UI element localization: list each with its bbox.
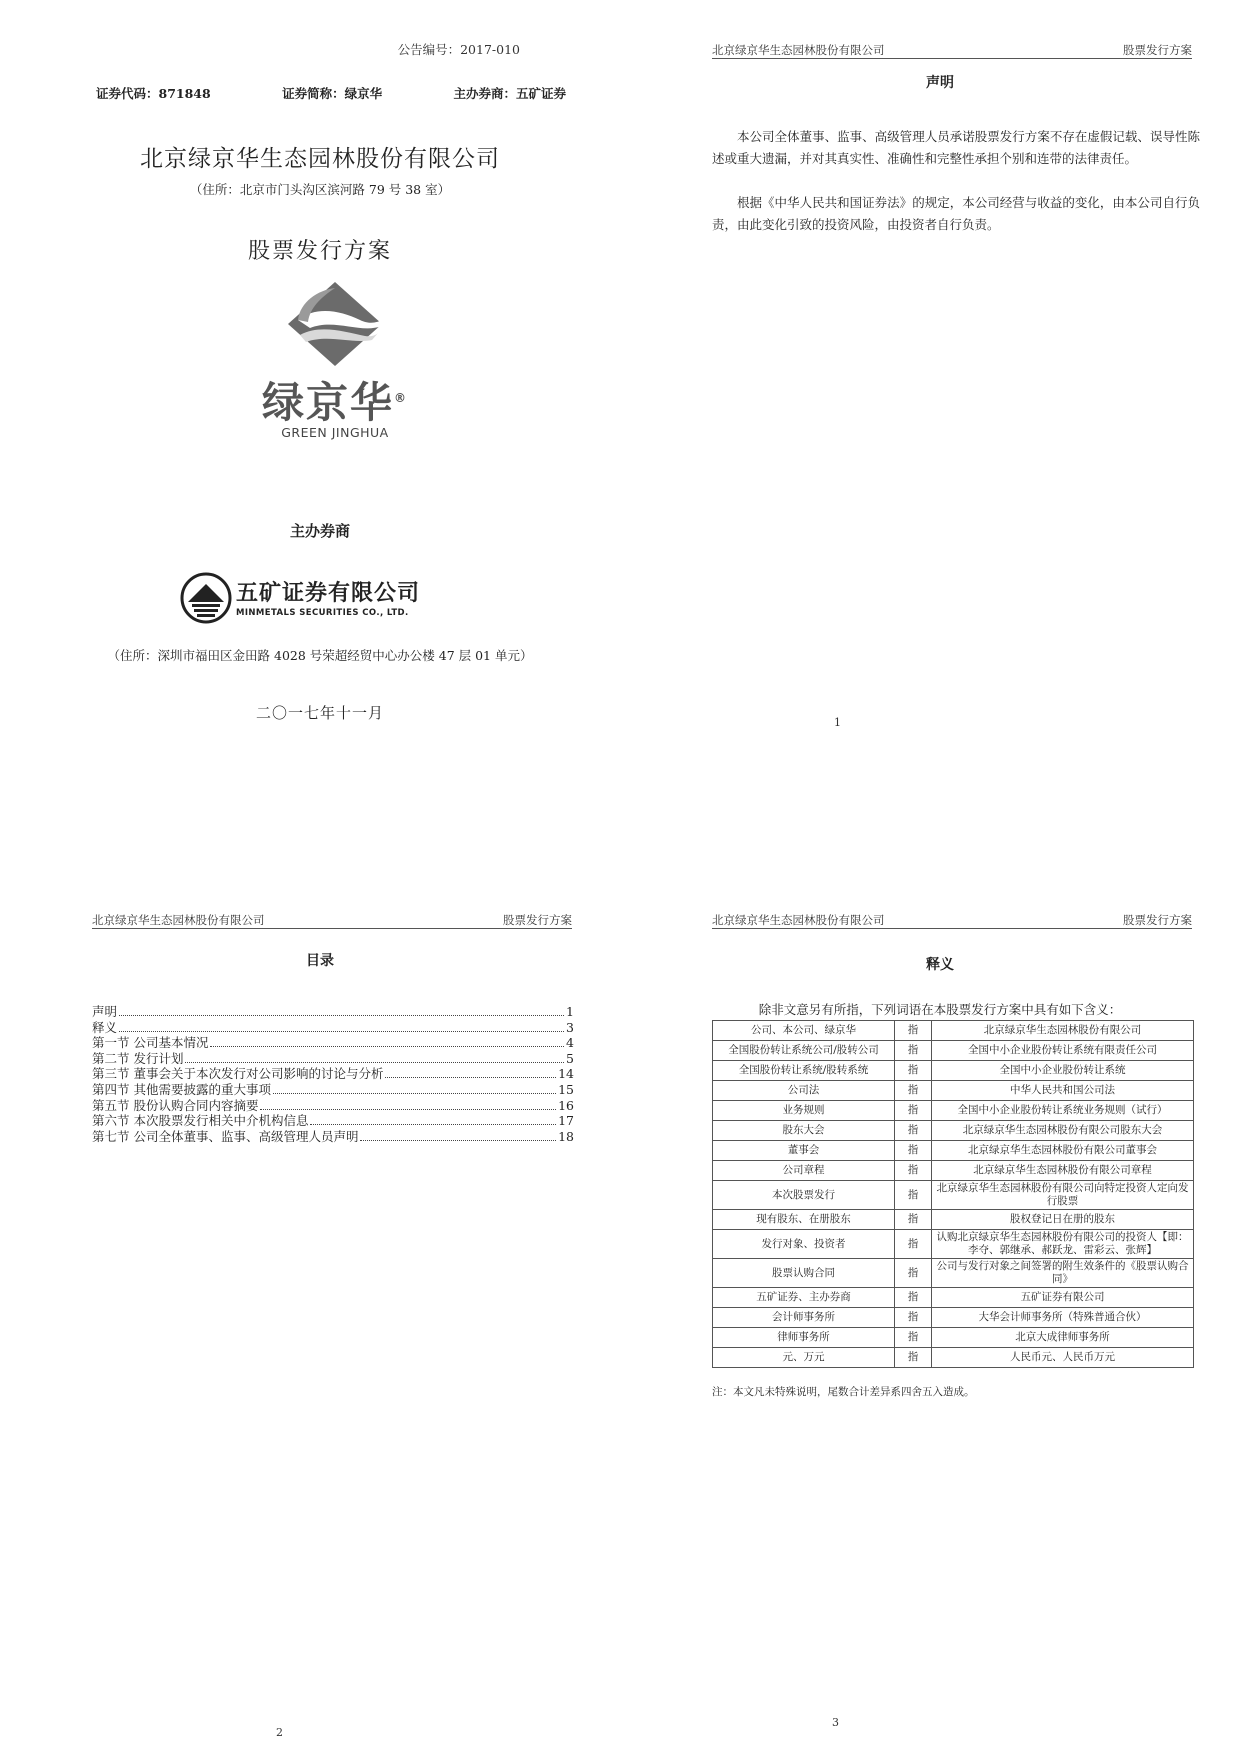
definition-meaning: 全国中小企业股份转让系统有限责任公司 (932, 1041, 1194, 1061)
definition-term: 五矿证券、主办券商 (713, 1288, 895, 1308)
definition-row (713, 1041, 1194, 1061)
definition-meaning: 大华会计师事务所（特殊普通合伙） (932, 1308, 1194, 1328)
definition-row (713, 1161, 1194, 1181)
definition-meaning: 五矿证券有限公司 (932, 1288, 1194, 1308)
document-title: 股票发行方案 (247, 239, 392, 264)
toc-page (40, 890, 600, 1760)
page-number: 1 (834, 716, 841, 729)
toc-entry[interactable]: 第一节 公司基本情况 4 (92, 1035, 574, 1051)
definition-term: 董事会 (713, 1141, 895, 1161)
header-rule (712, 928, 1192, 929)
definition-meaning: 北京绿京华生态园林股份有限公司 (932, 1021, 1194, 1041)
definition-meaning: 股权登记日在册的股东 (932, 1210, 1194, 1230)
definition-row (713, 1101, 1194, 1121)
definition-term: 股东大会 (713, 1121, 895, 1141)
underwriter-address: （住所：深圳市福田区金田路 4028 号荣超经贸中心办公楼 47 层 01 单元） (107, 648, 533, 663)
definition-row (713, 1308, 1194, 1328)
toc-entry[interactable]: 第四节 其他需要披露的重大事项 15 (92, 1081, 574, 1097)
definition-ref: 指 (895, 1348, 932, 1368)
definition-term: 元、万元 (713, 1348, 895, 1368)
page-number: 3 (832, 1716, 839, 1729)
toc-entry[interactable]: 第六节 本次股票发行相关中介机构信息 17 (92, 1113, 574, 1129)
definition-term: 公司法 (713, 1081, 895, 1101)
definition-ref: 指 (895, 1081, 932, 1101)
definition-ref: 指 (895, 1141, 932, 1161)
definition-term: 公司、本公司、绿京华 (713, 1021, 895, 1041)
definition-meaning: 认购北京绿京华生态园林股份有限公司的投资人【即：李夺、郭继承、郝跃龙、雷彩云、张辉】 (932, 1230, 1194, 1259)
cover-page (40, 20, 600, 890)
definition-term: 会计师事务所 (713, 1308, 895, 1328)
definition-term: 本次股票发行 (713, 1181, 895, 1210)
issue-date: 二〇一七年十一月 (255, 704, 384, 722)
definition-term: 股票认购合同 (713, 1259, 895, 1288)
security-code: 证券代码：871848 (96, 86, 211, 101)
definition-row (713, 1021, 1194, 1041)
header-document: 股票发行方案 (503, 913, 572, 927)
definition-ref: 指 (895, 1328, 932, 1348)
definition-row (713, 1230, 1194, 1259)
company-address: （住所：北京市门头沟区滨河路 79 号 38 室） (189, 182, 451, 197)
underwriter-label: 主办券商 (289, 522, 350, 540)
definition-ref: 指 (895, 1288, 932, 1308)
definition-ref: 指 (895, 1161, 932, 1181)
definition-ref: 指 (895, 1230, 932, 1259)
header-document: 股票发行方案 (1123, 43, 1192, 57)
definition-meaning: 北京大成律师事务所 (932, 1328, 1194, 1348)
header-company: 北京绿京华生态园林股份有限公司 (712, 43, 885, 57)
underwriter-logo-cn: 五矿证券有限公司 (236, 581, 421, 606)
toc-title: 目录 (306, 953, 334, 969)
definition-row (713, 1181, 1194, 1210)
company-emblem-icon (240, 280, 430, 370)
definition-term: 现有股东、在册股东 (713, 1210, 895, 1230)
definition-term: 业务规则 (713, 1101, 895, 1121)
header-company: 北京绿京华生态园林股份有限公司 (92, 913, 265, 927)
definition-ref: 指 (895, 1021, 932, 1041)
definition-ref: 指 (895, 1308, 932, 1328)
header-rule (712, 58, 1192, 59)
header-document: 股票发行方案 (1123, 913, 1192, 927)
toc-entry[interactable]: 第二节 发行计划 5 (92, 1050, 574, 1066)
toc-entry[interactable]: 释义 3 (92, 1019, 574, 1035)
declaration-page (660, 20, 1220, 890)
definition-meaning: 中华人民共和国公司法 (932, 1081, 1194, 1101)
definition-term: 全国股份转让系统/股转系统 (713, 1061, 895, 1081)
definition-row (713, 1328, 1194, 1348)
toc-list (92, 1002, 574, 1142)
definition-term: 发行对象、投资者 (713, 1230, 895, 1259)
toc-entry[interactable]: 第七节 公司全体董事、监事、高级管理人员声明 18 (92, 1128, 574, 1144)
definition-term: 律师事务所 (713, 1328, 895, 1348)
definition-meaning: 人民币元、人民币万元 (932, 1348, 1194, 1368)
definitions-page (660, 890, 1220, 1760)
definition-meaning: 北京绿京华生态园林股份有限公司股东大会 (932, 1121, 1194, 1141)
toc-entry[interactable]: 第三节 董事会关于本次发行对公司影响的讨论与分析 14 (92, 1066, 574, 1082)
announcement-number: 公告编号：2017-010 (397, 42, 520, 57)
declaration-paragraph: 本公司全体董事、监事、高级管理人员承诺股票发行方案不存在虚假记载、误导性陈述或重大遗漏，并对其真实性、准确性和完整性承担个别和连带的法律责任。 (712, 129, 1200, 166)
logo-chinese-text: 绿京华® (261, 378, 408, 427)
minmetals-emblem-icon (180, 572, 232, 624)
definition-term: 公司章程 (713, 1161, 895, 1181)
definition-row (713, 1081, 1194, 1101)
definitions-title: 释义 (926, 957, 954, 973)
definition-row (713, 1121, 1194, 1141)
security-abbreviation: 证券简称：绿京华 (282, 86, 383, 101)
declaration-title: 声明 (926, 75, 954, 91)
definition-ref: 指 (895, 1061, 932, 1081)
page-number: 2 (276, 1726, 283, 1739)
logo-english-text: GREEN JINGHUA (281, 425, 389, 440)
security-info-row (96, 84, 566, 102)
underwriter-short: 主办券商：五矿证券 (453, 86, 566, 101)
definition-row (713, 1210, 1194, 1230)
definitions-intro: 除非文意另有所指，下列词语在本股票发行方案中具有如下含义： (758, 1002, 1122, 1017)
definition-ref: 指 (895, 1041, 932, 1061)
definition-row (713, 1288, 1194, 1308)
definition-meaning: 北京绿京华生态园林股份有限公司董事会 (932, 1141, 1194, 1161)
header-company: 北京绿京华生态园林股份有限公司 (712, 913, 885, 927)
company-logo (240, 280, 430, 460)
definition-ref: 指 (895, 1210, 932, 1230)
declaration-paragraph: 根据《中华人民共和国证券法》的规定，本公司经营与收益的变化，由本公司自行负责，由此变化引致的投资风险，由投资者自行负责。 (712, 195, 1200, 232)
definition-ref: 指 (895, 1259, 932, 1288)
header-rule (92, 928, 572, 929)
underwriter-logo (180, 568, 480, 638)
toc-entry[interactable]: 第五节 股份认购合同内容摘要 16 (92, 1097, 574, 1113)
toc-entry[interactable]: 声明 1 (92, 1004, 574, 1019)
definition-term: 全国股份转让系统公司/股转公司 (713, 1041, 895, 1061)
definition-meaning: 全国中小企业股份转让系统业务规则（试行） (932, 1101, 1194, 1121)
company-name: 北京绿京华生态园林股份有限公司 (140, 146, 500, 172)
definition-meaning: 北京绿京华生态园林股份有限公司向特定投资人定向发行股票 (932, 1181, 1194, 1210)
definition-ref: 指 (895, 1121, 932, 1141)
underwriter-logo-en: MINMETALS SECURITIES CO., LTD. (236, 608, 409, 618)
definition-ref: 指 (895, 1181, 932, 1210)
definition-meaning: 公司与发行对象之间签署的附生效条件的《股票认购合同》 (932, 1259, 1194, 1288)
definition-meaning: 全国中小企业股份转让系统 (932, 1061, 1194, 1081)
definitions-note: 注：本文凡未特殊说明，尾数合计差异系四舍五入造成。 (712, 1386, 975, 1398)
definition-row (713, 1348, 1194, 1368)
definition-row (713, 1259, 1194, 1288)
definition-row (713, 1061, 1194, 1081)
definition-ref: 指 (895, 1101, 932, 1121)
definition-row (713, 1141, 1194, 1161)
definition-meaning: 北京绿京华生态园林股份有限公司章程 (932, 1161, 1194, 1181)
definitions-table (712, 1020, 1194, 1368)
